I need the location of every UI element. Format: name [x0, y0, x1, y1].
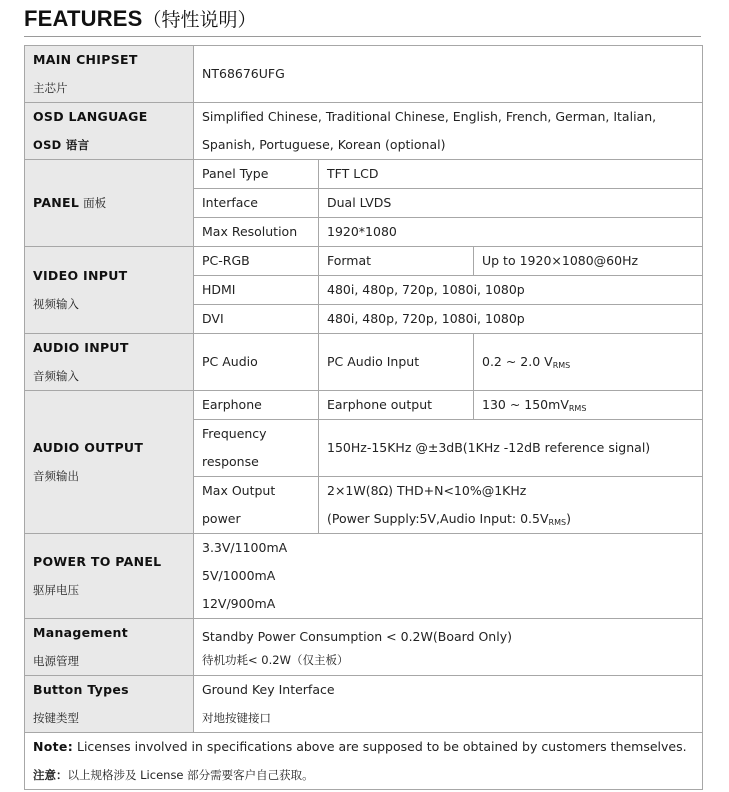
row-audio-earphone: [25, 391, 703, 420]
title-cn: （特性说明）: [142, 9, 257, 31]
video-input-label: VIDEO INPUT 视频输入: [25, 247, 194, 334]
panel-interface-value: Dual LVDS: [319, 189, 703, 218]
row-note: [25, 733, 703, 790]
note: Note: Licenses involved in specifications above are supposed to be obtained by customers themselves. 注意：以上规格涉及 License 部分需要客户自己获取。: [25, 733, 703, 790]
audio-output-label: AUDIO OUTPUT 音频输出: [25, 391, 194, 534]
dvi-value: 480i, 480p, 720p, 1080i, 1080p: [319, 305, 703, 334]
panel-interface-key: Interface: [194, 189, 319, 218]
osd-language-value: Simplified Chinese, Traditional Chinese, English, French, German, Italian, Spanish, Portuguese, Korean (optional): [194, 103, 703, 160]
main-chipset-label: MAIN CHIPSET 主芯片: [25, 46, 194, 103]
panel-resolution-key: Max Resolution: [194, 218, 319, 247]
earphone-sub: Earphone output: [319, 391, 474, 420]
row-osd-language: [25, 103, 703, 160]
panel-type-value: TFT LCD: [319, 160, 703, 189]
row-video-pc-rgb: [25, 247, 703, 276]
row-management: [25, 619, 703, 676]
earphone-key: Earphone: [194, 391, 319, 420]
frequency-value: 150Hz-15KHz @±3dB(1KHz -12dB reference signal): [319, 420, 703, 477]
row-panel-type: [25, 160, 703, 189]
main-chipset-value: NT68676UFG: [194, 46, 703, 103]
osd-language-label: OSD LANGUAGE OSD 语言: [25, 103, 194, 160]
max-output-key: Max Output power: [194, 477, 319, 534]
audio-input-label: AUDIO INPUT 音频输入: [25, 334, 194, 391]
management-value: Standby Power Consumption < 0.2W(Board Only) 待机功耗< 0.2W（仅主板）: [194, 619, 703, 676]
row-main-chipset: [25, 46, 703, 103]
pc-rgb-sub: Format: [319, 247, 474, 276]
max-output-value: 2×1W(8Ω) THD+N<10%@1KHz (Power Supply:5V,Audio Input: $0.5V_{RMS}$): [319, 477, 703, 534]
earphone-value: 130 ~ $150mV_{RMS}$: [474, 391, 703, 420]
panel-resolution-value: 1920*1080: [319, 218, 703, 247]
dvi-key: DVI: [194, 305, 319, 334]
audio-input-value: 0.2 ~ 2.0 $V_{RMS}$: [474, 334, 703, 391]
frequency-key: Frequency response: [194, 420, 319, 477]
power-to-panel-value: 3.3V/1100mA 5V/1000mA 12V/900mA: [194, 534, 703, 619]
title-divider: [24, 36, 701, 37]
page-title: [24, 4, 257, 34]
features-table: [24, 45, 703, 790]
title-en: FEATURES: [24, 6, 143, 31]
panel-label: PANEL 面板: [25, 160, 194, 247]
button-types-label: Button Types 按键类型: [25, 676, 194, 733]
audio-input-sub: PC Audio Input: [319, 334, 474, 391]
management-label: Management 电源管理: [25, 619, 194, 676]
row-button-types: [25, 676, 703, 733]
pc-rgb-key: PC-RGB: [194, 247, 319, 276]
power-to-panel-label: POWER TO PANEL 驱屏电压: [25, 534, 194, 619]
hdmi-key: HDMI: [194, 276, 319, 305]
hdmi-value: 480i, 480p, 720p, 1080i, 1080p: [319, 276, 703, 305]
audio-input-key: PC Audio: [194, 334, 319, 391]
button-types-value: Ground Key Interface 对地按键接口: [194, 676, 703, 733]
row-audio-input: [25, 334, 703, 391]
row-power-to-panel: [25, 534, 703, 619]
panel-type-key: Panel Type: [194, 160, 319, 189]
pc-rgb-value: Up to 1920×1080@60Hz: [474, 247, 703, 276]
